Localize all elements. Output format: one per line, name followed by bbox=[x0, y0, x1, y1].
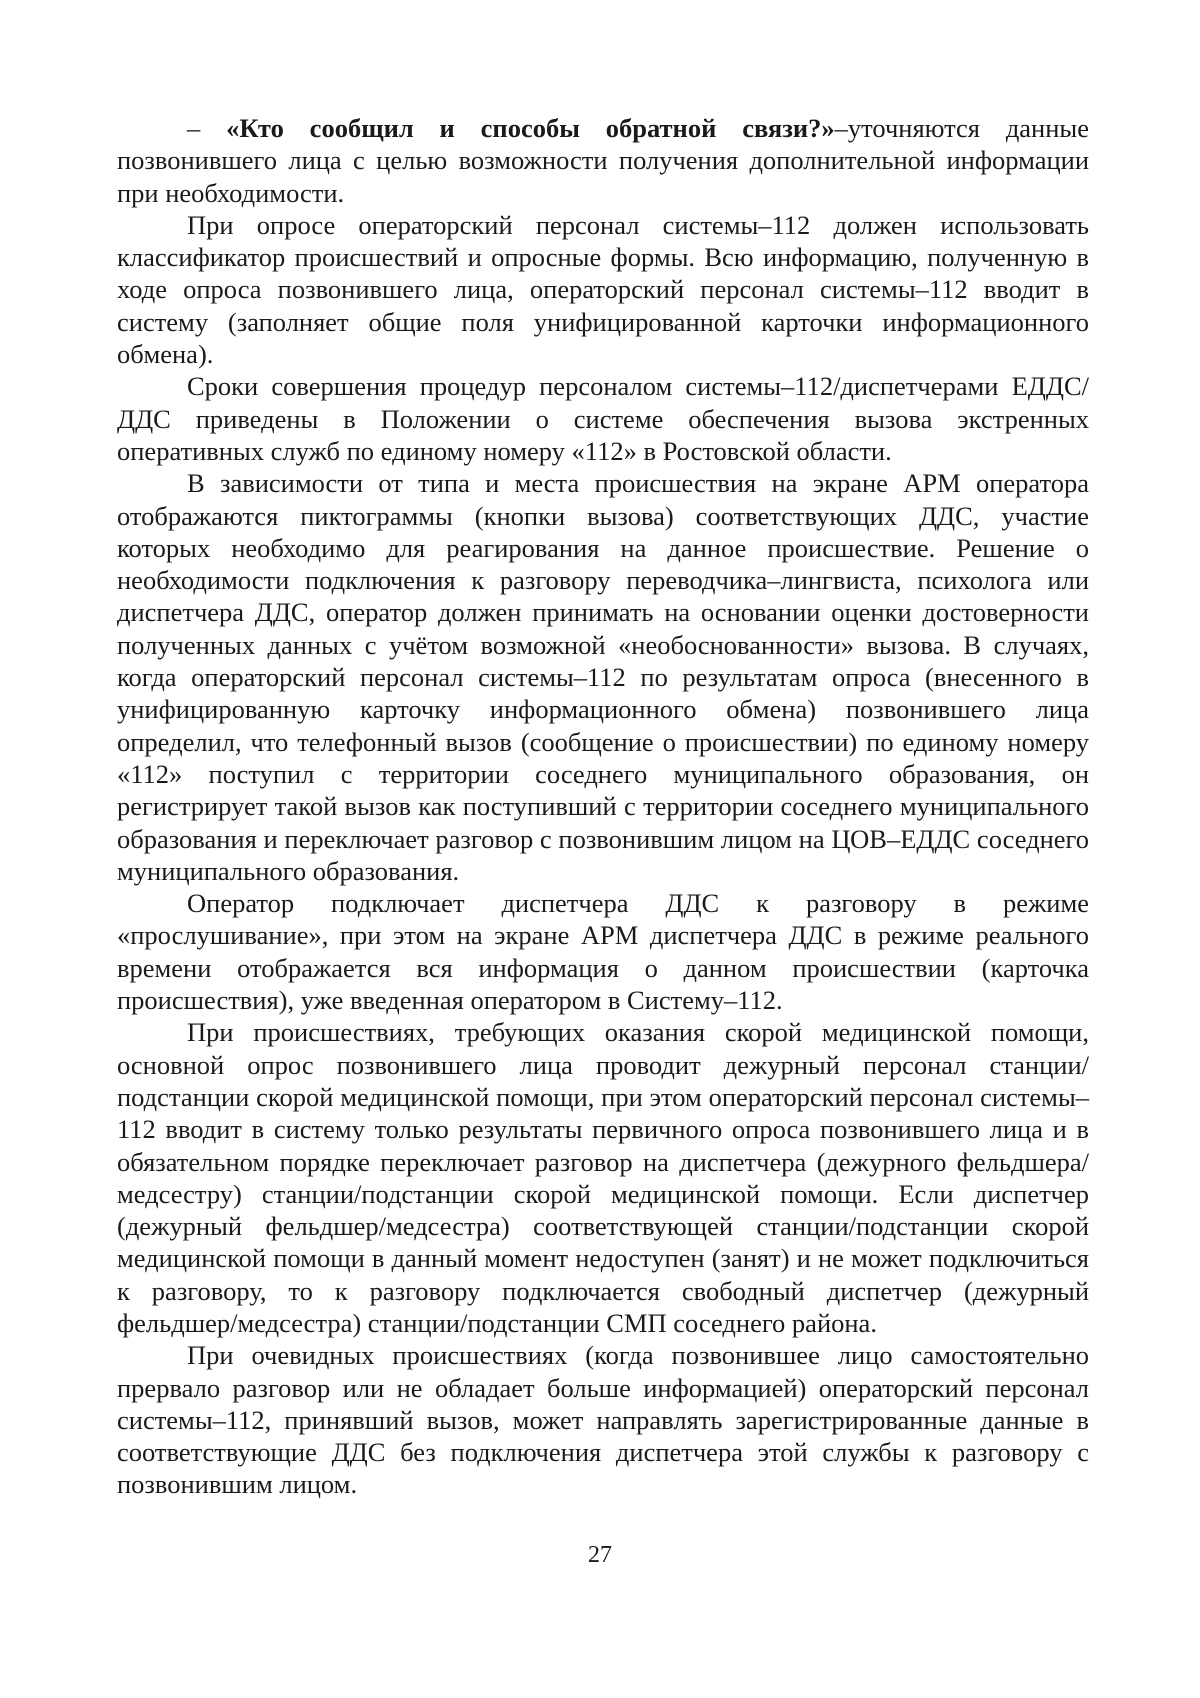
paragraph-obvious-incidents: При очевидных происшествиях (когда позвонившее лицо самостоятельно прервало разговор или не обладает больше информацией) операторский персонал системы–112, принявший вызов, может направлять зарегистрированные данные в соответствующие ДДС без подключения диспетчера этой службы к разговору с позвонившим лицом. bbox=[117, 1340, 1089, 1500]
paragraph-survey: При опросе операторский персонал системы–112 должен использовать классификатор происшествий и опросные формы. Всю информацию, полученную в ходе опроса позвонившего лица, операторский персонал системы–112 вводит в систему (заполняет общие поля унифицированной карточки информационного обмена). bbox=[117, 209, 1089, 370]
paragraph-deadlines: Сроки совершения процедур персоналом системы–112/диспетчерами ЕДДС/ДДС приведены в Положении о системе обеспечения вызова экстренных оперативных служб по единому номеру «112» в Ростовской области. bbox=[117, 371, 1089, 466]
paragraph-who-reported bbox=[117, 112, 1089, 209]
page-number: 27 bbox=[588, 1542, 612, 1568]
paragraph-medical: При происшествиях, требующих оказания скорой медицинской помощи, основной опрос позвонившего лица проводит дежурный персонал станции/подстанции скорой медицинской помощи, при этом операторский персонал системы–112 вводит в систему только результаты первичного опроса позвонившего лица и в обязательном порядке переключает разговор на диспетчера (дежурного фельдшера/медсестру) станции/подстанции скорой медицинской помощи. Если диспетчер (дежурный фельдшер/медсестра) соответствующей станции/подстанции скорой медицинской помощи в данный момент недоступен (занят) и не может подключиться к разговору, то к разговору подключается свободный диспетчер (дежурный фельдшер/медсестра) станции/подстанции СМП соседнего района. bbox=[117, 1017, 1089, 1338]
dash: – bbox=[187, 113, 201, 143]
paragraph-operator-connects: Оператор подключает диспетчера ДДС к разговору в режиме «прослушивание», при этом на экране АРМ диспетчера ДДС в режиме реального времени отображается вся информация о данном происшествии (карточка происшествия), уже введенная оператором в Систему–112. bbox=[117, 888, 1089, 1016]
paragraph-pictograms: В зависимости от типа и места происшествия на экране АРМ оператора отображаются пиктограммы (кнопки вызова) соответствующих ДДС, участие которых необходимо для реагирования на данное происшествие. Решение о необходимости подключения к разговору переводчика–лингвиста, психолога или диспетчера ДДС, оператор должен принимать на основании оценки достоверности полученных данных с учётом возможной «необоснованности» вызова. В случаях, когда операторский персонал системы–112 по результатам опроса (внесенного в унифицированную карточку информационного обмена) позвонившего лица определил, что телефонный вызов (сообщение о происшествии) по единому номеру «112» поступил с территории соседнего муниципального образования, он регистрирует такой вызов как поступивший с территории соседнего муниципального образования и переключает разговор с позвонившим лицом на ЦОВ–ЕДДС соседнего муниципального образования. bbox=[117, 468, 1089, 886]
document-body bbox=[117, 112, 1089, 1501]
paragraph-rest: –уточняются данные позвонившего лица с целью возможности получения дополнительной информации при необходимости. bbox=[117, 113, 1089, 208]
bold-question: «Кто сообщил и способы обратной связи?» bbox=[226, 113, 835, 143]
